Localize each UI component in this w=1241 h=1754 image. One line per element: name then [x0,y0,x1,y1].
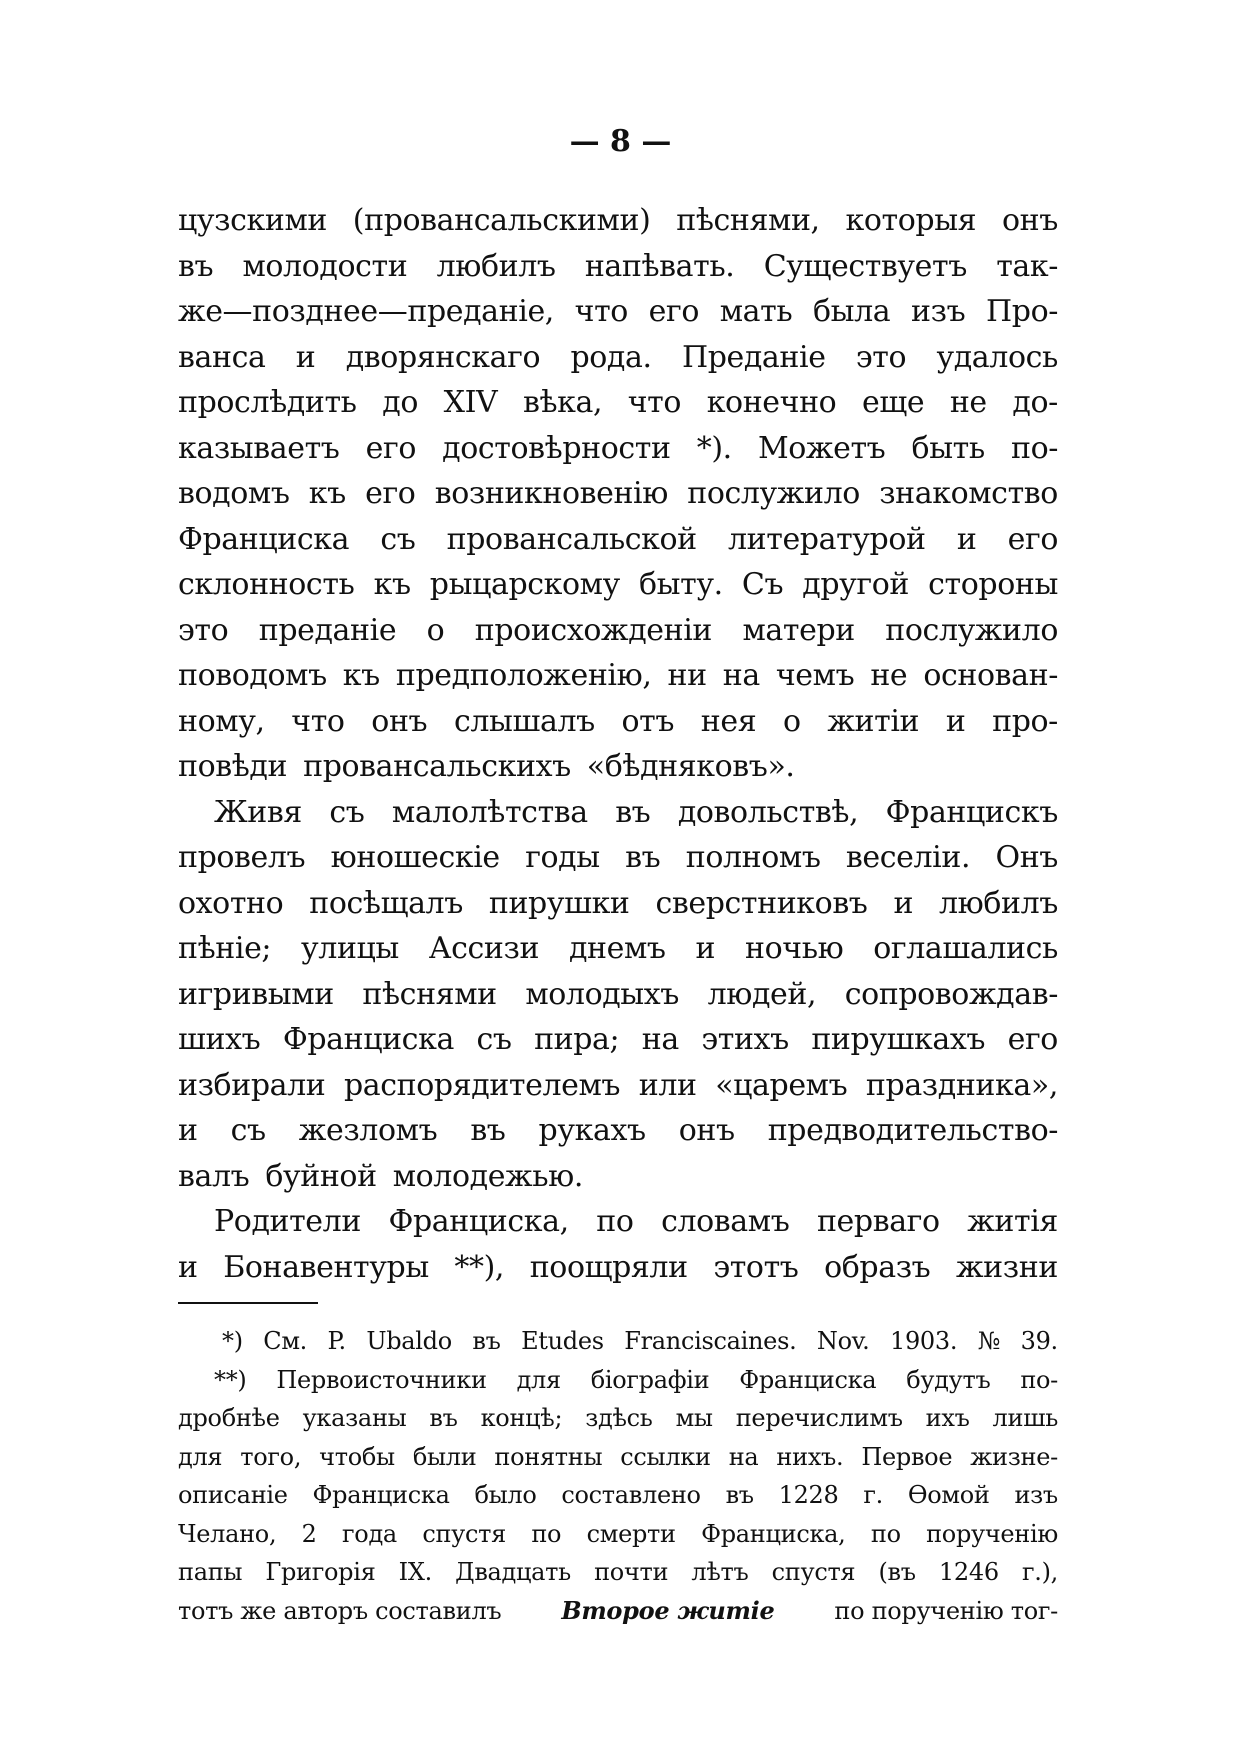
word: предводительство- [767,1113,1058,1148]
word: г. [863,1481,883,1509]
word: валъ [178,1158,250,1194]
word: папы [178,1558,243,1586]
word: P. [327,1327,346,1355]
word: въ [429,1404,458,1432]
footnote-line [178,1361,1058,1400]
word: любилъ [436,248,556,284]
word: къ [342,658,380,693]
word: полномъ [685,840,821,875]
word: къ [308,476,346,511]
word: и [893,885,914,921]
text-line [178,744,1058,790]
word: пирушкахъ [811,1022,986,1057]
word: буйной [265,1158,377,1194]
word: ссылки [620,1442,711,1471]
word: «бѣдняковъ». [586,749,795,784]
word: ихъ [925,1404,970,1432]
word: пирушки [488,885,630,921]
text-line [178,1108,1058,1154]
word: по [596,1204,634,1239]
word: Онъ [995,840,1058,875]
word: молодежью. [392,1158,584,1194]
word: молодости [242,248,408,284]
word: мы [675,1404,713,1432]
word: въ [178,248,214,284]
text-line [178,517,1058,563]
text-line [178,1063,1058,1109]
text-line [178,198,1058,244]
page-number: — 8 — [569,124,672,159]
word: это [178,612,229,648]
word: онъ [678,1113,735,1148]
word: его [1007,1022,1058,1057]
word: составлено [561,1481,701,1509]
word: ному, [178,703,265,739]
word: годы [525,840,600,875]
word: его [365,476,416,511]
word: перечислимъ [735,1404,903,1432]
word: ванса [178,339,266,375]
word: посѣщалъ [309,885,463,921]
word: удалось [936,339,1058,375]
footnote-2-italic-title: Второе житіе [561,1595,775,1625]
word: стороны [928,567,1058,602]
word: почти [594,1558,669,1586]
word: малолѣтства [391,794,588,830]
word: Франциска [282,1022,454,1057]
word: Челано, [178,1519,277,1548]
word: провансальскихъ [303,749,571,784]
word: водомъ [178,476,290,511]
word: рода. [570,339,652,375]
word: житіи [827,703,920,739]
word: веселіи. [845,840,971,875]
word: въ [625,840,661,875]
footnote-2-last-line [178,1592,1058,1631]
word: основан- [923,658,1058,693]
text-line [178,699,1058,745]
text-line [178,1017,1058,1063]
word: по- [1010,430,1058,466]
word: поводомъ [178,658,327,693]
footnotes [178,1322,1058,1630]
word: Григорія [265,1558,376,1586]
word: лѣтъ [691,1558,749,1586]
word: не [870,658,908,693]
word: и [178,1113,198,1148]
word: Живя [214,794,302,830]
word: вѣка, [522,385,603,420]
word: концѣ; [480,1404,563,1432]
word: съ [329,794,365,830]
word: послужило [687,476,860,511]
word: на [641,1022,679,1057]
word: того, [240,1442,302,1471]
word: ни [667,658,707,693]
word: быть [911,430,985,466]
word: будутъ [906,1365,991,1394]
text-line [178,289,1058,335]
word: на [728,1442,759,1471]
word: быту. [639,567,723,602]
word: это [855,339,907,375]
word: которыя [845,203,977,238]
body-text [178,198,1058,1290]
word: по [870,1519,901,1548]
footnote-2-last-after: по порученію тог- [834,1596,1058,1625]
word: чемъ [775,658,855,693]
word: провансальской [446,521,697,557]
word: склонность [178,567,355,602]
word: Франциска, [701,1519,846,1548]
word: этотъ [713,1249,799,1285]
word: года [342,1519,397,1548]
footnote-rule [178,1302,318,1304]
word: о [426,612,445,648]
text-line [178,972,1058,1018]
word: понятны [494,1442,603,1471]
word: XIV [443,385,498,420]
word: Родители [214,1204,361,1239]
text-line [178,881,1058,927]
word: повѣди [178,749,288,784]
word: порученію [926,1519,1058,1548]
word: здѣсь [585,1404,653,1432]
word: по- [1020,1365,1058,1394]
word: прослѣдить [178,385,357,420]
word: чтобы [319,1442,395,1471]
word: происхожденіи [474,612,713,648]
word: онъ [1002,203,1058,238]
word: дворянскаго [345,339,541,375]
word: достовѣрности [442,430,671,466]
word: IX. [398,1558,432,1586]
word: въ [725,1481,754,1509]
word: 1228 [778,1481,839,1509]
word: 1246 [938,1558,999,1586]
word: образъ [824,1249,931,1285]
word: **), [454,1249,505,1285]
word: праздника», [865,1067,1058,1103]
word: Двадцать [455,1558,571,1586]
word: изъ [911,294,966,329]
word: Etudes [521,1327,604,1355]
word: смерти [586,1519,676,1548]
word: избирали [178,1067,326,1103]
word: указаны [302,1404,407,1432]
word: г.), [1021,1558,1058,1586]
word: довольствѣ, [677,794,859,830]
footnote-2-last-before: тотъ же авторъ составилъ [178,1596,502,1625]
word: дробнѣе [178,1404,280,1432]
word: рыцарскому [429,567,620,602]
text-line [178,471,1058,517]
text-line [178,790,1058,836]
word: оглашались [873,931,1058,966]
word: литературой [728,521,926,557]
word: напѣвать. [584,248,735,284]
word: что [627,385,682,420]
word: для [178,1442,223,1471]
word: въ [470,1113,506,1148]
word: мать [719,294,793,329]
word: Франциска [178,521,350,557]
word: Первое [861,1442,953,1471]
word: 2 [301,1519,317,1548]
word: съ [230,1113,266,1148]
footnote-line [178,1399,1058,1438]
word: предположенію, [395,658,652,693]
word: нея [700,703,757,739]
word: провелъ [178,840,306,875]
word: съ [380,521,416,557]
word: любилъ [938,885,1058,921]
word: не [949,385,987,420]
footnote-line [178,1438,1058,1477]
footnote-line [178,1476,1058,1515]
word: пира; [534,1022,620,1057]
text-line [178,380,1058,426]
word: его [648,294,700,329]
text-line [178,835,1058,881]
word: «царемъ [715,1067,848,1103]
word: жезломъ [298,1113,438,1148]
word: словамъ [661,1204,790,1239]
text-line [178,1245,1058,1291]
word: послужило [885,612,1058,648]
word: до- [1012,385,1058,420]
word: 39. [1020,1327,1058,1355]
word: же—позднее—преданіе, [178,294,554,329]
text-line [178,562,1058,608]
word: и [956,521,977,557]
word: днемъ [568,931,666,966]
word: Съ [741,567,784,602]
text-line [178,426,1058,472]
word: Nov. [816,1327,870,1355]
word: шихъ [178,1022,261,1057]
word: Первоисточники [276,1365,487,1394]
word: пѣснями, [676,203,820,238]
word: № [977,1327,1001,1355]
word: (провансальскими) [352,203,651,238]
text-line [178,244,1058,290]
word: Ассизи [428,931,540,966]
word: Можетъ [757,430,886,466]
word: жизни [955,1249,1058,1285]
text-line [178,335,1058,381]
word: до [382,385,418,420]
word: отъ [621,703,675,739]
word: казываетъ [178,430,340,466]
word: Бонавентуры [223,1249,429,1285]
word: про- [992,703,1058,739]
word: людей, [707,976,817,1012]
word: были [412,1442,477,1471]
word: біографіи [590,1365,710,1394]
word: ночью [745,931,844,966]
word: улицы [301,931,399,966]
word: молодыхъ [525,976,679,1012]
word: жизне- [970,1442,1058,1471]
footnote-line [178,1553,1058,1592]
word: описаніе [178,1481,288,1509]
word: пѣснями [362,976,497,1012]
word: изъ [1014,1481,1058,1509]
word: его [1007,521,1058,557]
footnote-2 [178,1361,1058,1592]
word: житія [967,1204,1058,1239]
word: еще [861,385,925,420]
word: Franciscaines. [624,1327,797,1355]
word: игривыми [178,976,334,1012]
word: юношескіе [330,840,500,875]
word: его [365,430,416,466]
word: сверстниковъ [655,885,868,921]
word: нихъ. [776,1442,844,1471]
text-line [178,926,1058,972]
word: *). [696,430,732,466]
word: спустя [771,1558,856,1586]
word: Францискъ [885,794,1058,830]
text-line [178,653,1058,699]
word: перваго [816,1204,940,1239]
word: что [291,703,345,739]
word: конечно [706,385,837,420]
word: распорядителемъ [343,1067,621,1103]
word: цузскими [178,203,327,238]
word: пѣніе; [178,931,272,966]
footnote-1 [178,1322,1058,1361]
word: знакомство [879,476,1058,511]
word: рукахъ [538,1113,646,1148]
word: была [813,294,891,329]
word: возникновенію [434,476,668,511]
word: съ [476,1022,512,1057]
word: 1903. [889,1327,958,1355]
word: спустя [422,1519,506,1548]
word: Преданіе [681,339,826,375]
text-line [178,608,1058,654]
word: лишь [992,1404,1058,1432]
word: или [638,1067,697,1103]
word: и [695,931,716,966]
word: (въ [878,1558,916,1586]
word: матери [742,612,855,648]
word: и [945,703,966,739]
word: Ѳомой [907,1481,990,1509]
word: по [531,1519,562,1548]
word: так- [996,248,1058,284]
word: Ubaldo [366,1327,452,1355]
footnote-line [178,1515,1058,1554]
word: *) [222,1327,243,1355]
word: Существуетъ [763,248,967,284]
word: сопровождав- [844,976,1058,1012]
word: этихъ [701,1022,789,1057]
text-line [178,1154,1058,1200]
word: было [474,1481,537,1509]
word: и [295,339,316,375]
word: въ [615,794,651,830]
word: слышалъ [453,703,595,739]
word: преданіе [258,612,397,648]
word: **) [214,1365,247,1394]
word: См. [263,1327,308,1355]
word: Франциска [739,1365,877,1394]
word: Франциска [312,1481,450,1509]
word: другой [802,567,909,602]
word: поощряли [529,1249,688,1285]
word: въ [472,1327,501,1355]
word: къ [373,567,411,602]
word: что [574,294,628,329]
word: Франциска, [388,1204,569,1239]
word: на [722,658,760,693]
word: о [782,703,801,739]
word: Про- [986,294,1058,329]
text-line [178,1199,1058,1245]
word: онъ [371,703,428,739]
word: и [178,1249,198,1285]
word: охотно [178,885,284,921]
word: для [516,1365,561,1394]
